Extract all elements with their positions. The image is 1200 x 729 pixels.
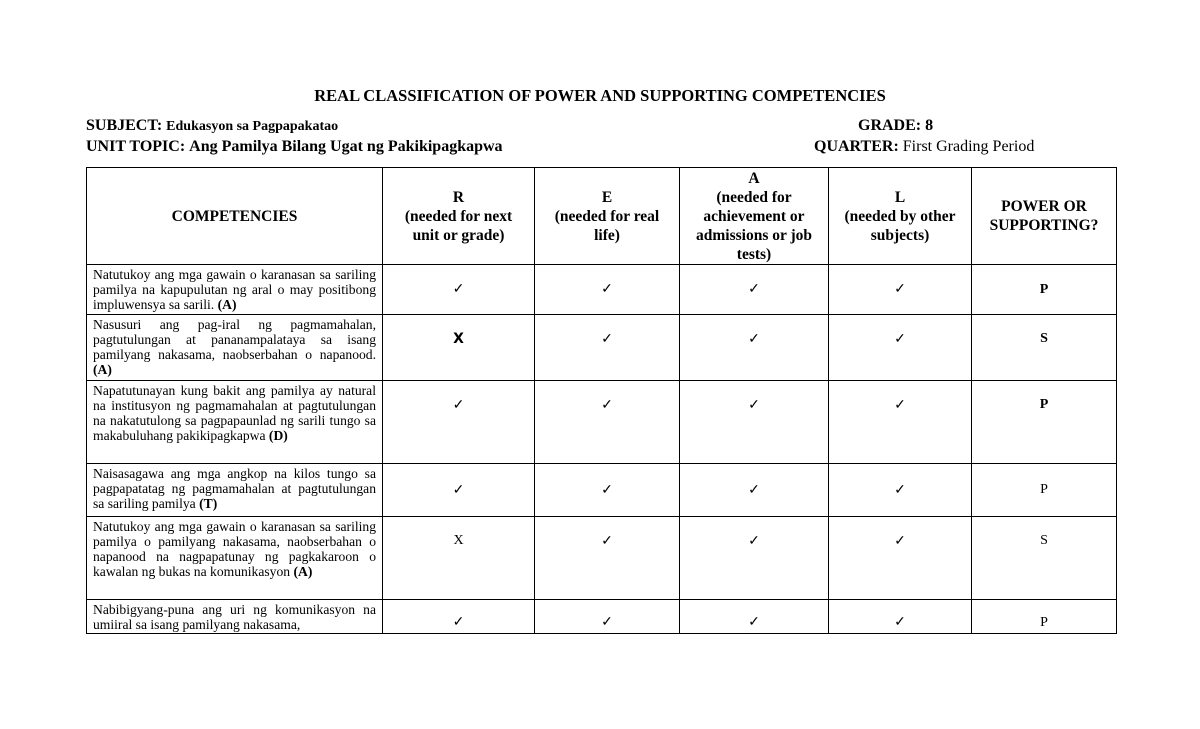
check-icon: ✓ bbox=[894, 615, 906, 630]
header-competencies: COMPETENCIES bbox=[87, 168, 383, 265]
l-cell bbox=[829, 315, 972, 381]
l-cell bbox=[829, 265, 972, 315]
competency-table bbox=[86, 167, 1117, 634]
header-e-letter: E bbox=[601, 188, 613, 206]
a-cell bbox=[680, 315, 829, 381]
document-title: REAL CLASSIFICATION OF POWER AND SUPPORTING COMPETENCIES bbox=[314, 86, 886, 105]
check-icon: ✓ bbox=[601, 482, 613, 498]
r-cell bbox=[383, 265, 535, 315]
table-row bbox=[87, 265, 1117, 315]
check-icon: ✓ bbox=[894, 482, 906, 498]
header-e-desc: (needed for real life) bbox=[554, 207, 660, 244]
l-cell bbox=[829, 517, 972, 600]
e-cell bbox=[535, 265, 680, 315]
r-cell bbox=[383, 381, 535, 464]
unit-topic-value: Ang Pamilya Bilang Ugat ng Pakikipagkapwa bbox=[189, 138, 503, 155]
quarter-value: First Grading Period bbox=[902, 138, 1035, 155]
subject-label: SUBJECT: bbox=[86, 117, 163, 134]
competency-cell bbox=[87, 517, 383, 600]
unit-topic-label: UNIT TOPIC: bbox=[86, 138, 186, 155]
competency-code: (A) bbox=[217, 297, 237, 312]
power-value: P bbox=[1040, 615, 1048, 630]
x-mark-icon: X bbox=[453, 533, 464, 548]
r-cell bbox=[383, 315, 535, 381]
competency-cell bbox=[87, 265, 383, 315]
check-icon: ✓ bbox=[748, 332, 760, 347]
competency-text: Natutukoy ang mga gawain o karanasan sa sariling pamilya o pamilyang nakasama, naobserbahan o napanood na nagpapatunay ng pagkakaroon o kawalan ng bukas na komunikasyon bbox=[93, 519, 376, 579]
table-row bbox=[87, 464, 1117, 517]
subject-value: Edukasyon sa Pagpapakatao bbox=[166, 119, 339, 134]
a-cell bbox=[680, 517, 829, 600]
power-value: P bbox=[1039, 397, 1049, 412]
header-r bbox=[383, 168, 535, 265]
header-l-letter: L bbox=[894, 188, 906, 206]
header-a bbox=[680, 168, 829, 265]
check-icon: ✓ bbox=[748, 482, 760, 498]
competency-text: Napatutunayan kung bakit ang pamilya ay natural na institusyon ng pagmamahalan at pagtutulungan na nakatutulong sa pagpapaunlad ng sarili tungo sa makabuluhang pakikipagkapwa bbox=[93, 383, 376, 443]
power-cell bbox=[972, 600, 1117, 634]
check-icon: ✓ bbox=[894, 332, 906, 347]
check-icon: ✓ bbox=[452, 615, 465, 630]
l-cell bbox=[829, 464, 972, 517]
competency-text: Natutukoy ang mga gawain o karanasan sa sariling pamilya na kapupulutan ng aral o may positibong impluwensya sa sarili. bbox=[93, 267, 376, 312]
e-cell bbox=[535, 315, 680, 381]
power-cell bbox=[972, 315, 1117, 381]
unit-topic-row bbox=[86, 138, 1046, 156]
check-icon: ✓ bbox=[601, 332, 613, 347]
header-a-letter: A bbox=[748, 169, 760, 187]
competency-code: (T) bbox=[199, 496, 218, 511]
l-cell bbox=[829, 381, 972, 464]
header-r-letter: R bbox=[452, 188, 465, 206]
power-value: S bbox=[1040, 533, 1048, 548]
power-value: S bbox=[1040, 331, 1048, 346]
power-cell bbox=[972, 517, 1117, 600]
power-cell bbox=[972, 265, 1117, 315]
check-icon: ✓ bbox=[601, 534, 613, 549]
header-e bbox=[535, 168, 680, 265]
header-power: POWER OR SUPPORTING? bbox=[972, 168, 1117, 265]
competency-cell bbox=[87, 600, 383, 634]
check-icon: ✓ bbox=[894, 282, 906, 297]
header-a-desc: (needed for achievement or admissions or job tests) bbox=[696, 188, 812, 263]
power-cell bbox=[972, 381, 1117, 464]
quarter-label: QUARTER: bbox=[814, 138, 899, 155]
power-cell bbox=[972, 464, 1117, 517]
a-cell bbox=[680, 600, 829, 634]
check-icon: ✓ bbox=[452, 482, 465, 498]
subject-row bbox=[86, 117, 1046, 135]
check-icon: ✓ bbox=[748, 615, 760, 630]
competency-code: (D) bbox=[268, 428, 288, 443]
header-l bbox=[829, 168, 972, 265]
e-cell bbox=[535, 464, 680, 517]
check-icon: ✓ bbox=[601, 615, 613, 630]
competency-text: Naisasagawa ang mga angkop na kilos tungo sa pagpapatatag ng pagmamahalan at pagtutulungan sa sariling pamilya bbox=[93, 466, 376, 511]
competency-text: Nabibigyang-puna ang uri ng komunikasyon na umiiral sa isang pamilyang nakasama, bbox=[93, 602, 376, 632]
check-icon: ✓ bbox=[894, 398, 906, 413]
e-cell bbox=[535, 600, 680, 634]
header-r-desc: (needed for next unit or grade) bbox=[404, 207, 513, 244]
competency-cell bbox=[87, 464, 383, 517]
table-row bbox=[87, 517, 1117, 600]
r-cell bbox=[383, 517, 535, 600]
r-cell bbox=[383, 600, 535, 634]
check-icon: ✓ bbox=[748, 534, 760, 549]
e-cell bbox=[535, 381, 680, 464]
e-cell bbox=[535, 517, 680, 600]
check-icon: ✓ bbox=[748, 398, 760, 413]
check-icon: ✓ bbox=[452, 398, 465, 413]
power-value: P bbox=[1039, 281, 1049, 297]
x-mark-icon: X bbox=[453, 331, 464, 347]
competency-code: (A) bbox=[93, 362, 112, 377]
competency-cell bbox=[87, 381, 383, 464]
quarter-group bbox=[814, 138, 1034, 156]
check-icon: ✓ bbox=[748, 282, 760, 297]
l-cell bbox=[829, 600, 972, 634]
table-row bbox=[87, 600, 1117, 634]
table-row bbox=[87, 315, 1117, 381]
a-cell bbox=[680, 265, 829, 315]
header-l-desc: (needed by other subjects) bbox=[844, 207, 956, 244]
r-cell bbox=[383, 464, 535, 517]
check-icon: ✓ bbox=[601, 398, 613, 413]
check-icon: ✓ bbox=[894, 534, 906, 549]
competency-text: Nasusuri ang pag-iral ng pagmamahalan, pagtutulungan at pananampalataya sa isang pamilyang nakasama, naobserbahan o napanood. bbox=[93, 317, 376, 362]
check-icon: ✓ bbox=[601, 282, 613, 297]
a-cell bbox=[680, 381, 829, 464]
grade-label: GRADE: 8 bbox=[858, 117, 934, 134]
a-cell bbox=[680, 464, 829, 517]
power-value: P bbox=[1040, 482, 1048, 497]
table-row bbox=[87, 381, 1117, 464]
competency-cell bbox=[87, 315, 383, 381]
check-icon: ✓ bbox=[452, 282, 465, 297]
header-row bbox=[87, 168, 1117, 265]
competency-code: (A) bbox=[293, 564, 313, 579]
